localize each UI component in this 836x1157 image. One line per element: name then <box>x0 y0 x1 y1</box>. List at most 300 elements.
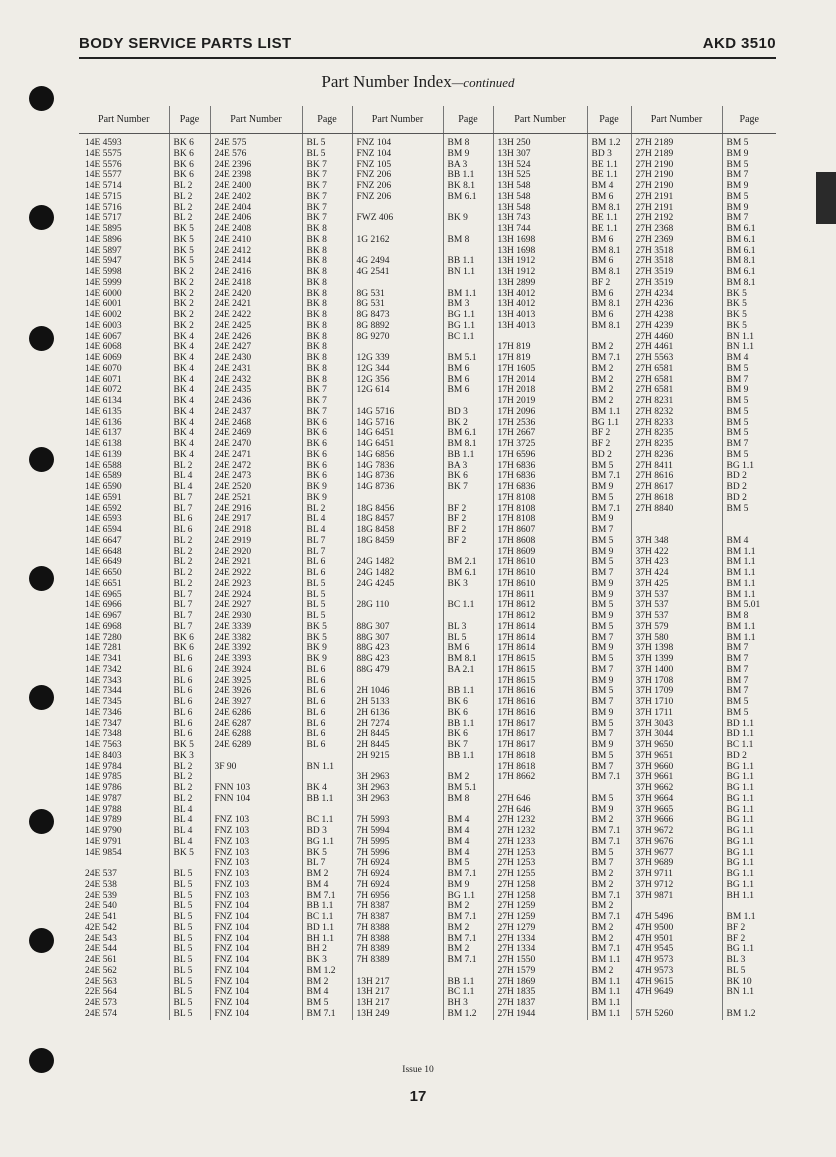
part-number-cell: 37H 422 <box>631 547 722 558</box>
page-ref-cell: BL 6 <box>302 568 352 579</box>
page-ref-cell: BM 1.1 <box>587 987 631 998</box>
part-number-cell: 14E 6649 <box>85 557 122 568</box>
table-row <box>79 235 776 246</box>
part-number-cell: 57H 5260 <box>631 1009 722 1020</box>
page-number: 17 <box>409 1088 427 1105</box>
part-number-header: Part Number <box>493 106 587 134</box>
part-number-cell: 47H 9573 <box>631 966 722 977</box>
part-number-cell: 14E 6966 <box>85 600 122 611</box>
page-ref-cell: BL 6 <box>169 708 210 719</box>
part-number-cell: 14E 5576 <box>85 159 122 170</box>
part-number-cell: 37H 9650 <box>631 740 722 751</box>
part-number-cell: 13H 1698 <box>493 246 587 257</box>
part-number-cell: 14E 6134 <box>85 396 122 406</box>
part-number-cell: 17H 2014 <box>493 375 587 386</box>
part-number-cell: 27H 646 <box>493 805 587 816</box>
table-row <box>79 353 776 364</box>
part-number-cell: 17H 8616 <box>493 708 587 719</box>
page-ref-cell: BM 7.1 <box>302 1009 352 1020</box>
part-number-cell: 37H 9651 <box>631 751 722 762</box>
part-number-cell: 42E 542 <box>85 922 117 933</box>
part-number-cell <box>352 224 443 235</box>
page-ref-cell: BG 1.1 <box>722 869 776 880</box>
part-number-cell: 13H 1912 <box>493 267 587 278</box>
part-number-cell: 37H 423 <box>631 557 722 568</box>
page-ref-cell: BL 5 <box>169 901 210 912</box>
part-number-cell <box>352 246 443 257</box>
part-number-cell: 13H 525 <box>493 170 587 181</box>
part-number-cell <box>493 332 587 343</box>
part-number-cell: 37H 424 <box>631 568 722 579</box>
part-number-cell: 13H 217 <box>352 998 443 1009</box>
part-number-cell: 13H 4012 <box>493 299 587 310</box>
page-ref-cell: BG 1.1 <box>443 310 493 321</box>
part-number-cell: 27H 3518 <box>631 246 722 257</box>
part-number-cell: 24E 537 <box>85 869 117 879</box>
part-number-cell: 47H 9501 <box>631 934 722 945</box>
part-number-cell: 27H 8233 <box>631 418 722 429</box>
page-ref-cell: BB 1.1 <box>443 719 493 730</box>
table-row <box>79 289 776 300</box>
page-ref-cell: BK 4 <box>169 332 210 343</box>
part-number-cell: 14E 7281 <box>85 643 122 654</box>
part-number-cell: 24E 2923 <box>210 579 302 590</box>
part-number-cell: 14G 6451 <box>352 439 443 450</box>
page-ref-cell: BM 1.1 <box>722 568 776 579</box>
part-number-cell: FNZ 103 <box>210 891 302 902</box>
page-ref-cell: BM 5 <box>587 794 631 805</box>
part-number-cell: 37H 3043 <box>631 719 722 730</box>
part-number-cell: 2H 8445 <box>352 740 443 751</box>
part-number-cell: 24E 539 <box>85 890 117 901</box>
part-number-cell: 13H 548 <box>493 203 587 214</box>
page-ref-cell: BM 5 <box>587 654 631 665</box>
page-ref-cell: BM 4 <box>443 815 493 826</box>
page-ref-cell: BL 5 <box>169 966 210 977</box>
table-row <box>79 794 776 805</box>
page-ref-cell: BK 7 <box>302 192 352 203</box>
table-row <box>79 342 776 353</box>
page-ref-cell: BM 6 <box>587 235 631 246</box>
part-number-cell: 24E 2431 <box>210 364 302 375</box>
part-number-cell: 17H 819 <box>493 353 587 364</box>
table-row <box>79 364 776 375</box>
page-ref-cell: BK 6 <box>302 428 352 439</box>
page-ref-cell: BM 1.1 <box>722 622 776 633</box>
part-number-header: Part Number <box>210 106 302 134</box>
page-title-suffix: —continued <box>451 75 515 90</box>
part-number-cell: 24G 1482 <box>352 557 443 568</box>
table-row <box>79 246 776 257</box>
page-ref-cell: BM 5 <box>587 719 631 730</box>
part-number-cell: 24E 574 <box>85 1008 117 1019</box>
binder-hole-4 <box>29 447 54 472</box>
part-number-cell: 14E 6002 <box>85 310 122 320</box>
part-number-cell: 14E 6588 <box>85 460 122 471</box>
table-row <box>79 643 776 654</box>
part-number-cell: 27H 1232 <box>493 826 587 837</box>
table-row <box>79 256 776 267</box>
part-number-cell: 17H 8617 <box>493 740 587 751</box>
part-number-cell: 27H 2189 <box>631 149 722 160</box>
part-number-cell: 7H 6924 <box>352 880 443 891</box>
part-number-cell: 13H 1698 <box>493 235 587 246</box>
part-number-cell: 27H 4239 <box>631 321 722 332</box>
part-number-cell: 37H 537 <box>631 611 722 622</box>
part-number-cell: 27H 2191 <box>631 192 722 203</box>
page-ref-cell: BM 9 <box>722 385 776 396</box>
part-number-cell: 17H 8614 <box>493 643 587 654</box>
part-number-cell: 13H 250 <box>493 134 587 149</box>
page-ref-cell: BL 6 <box>302 676 352 687</box>
page-ref-cell: BK 5 <box>302 633 352 644</box>
page-ref-cell: BM 9 <box>587 805 631 816</box>
part-number-cell: FNZ 103 <box>210 880 302 891</box>
page-ref-cell: BM 1.1 <box>587 407 631 418</box>
page-ref-cell: BM 9 <box>443 149 493 160</box>
part-number-cell: 17H 8618 <box>493 762 587 773</box>
part-number-cell: 27H 1579 <box>493 966 587 977</box>
page-ref-cell: BM 2 <box>302 869 352 880</box>
part-number-cell: 24E 2412 <box>210 246 302 257</box>
part-number-cell: 27H 8235 <box>631 428 722 439</box>
part-number-cell: 14E 6965 <box>85 589 122 600</box>
page-ref-cell: BK 6 <box>302 439 352 450</box>
page-ref-cell: BK 5 <box>169 224 210 235</box>
part-number-cell: 24E 2406 <box>210 213 302 224</box>
part-number-cell: 27H 8617 <box>631 482 722 493</box>
page-ref-cell: BM 8.1 <box>722 278 776 289</box>
table-row <box>79 697 776 708</box>
table-row <box>79 213 776 224</box>
page-ref-cell: BG 1.1 <box>722 880 776 891</box>
part-number-cell: 24E 2402 <box>210 192 302 203</box>
page-ref-cell: BK 7 <box>302 203 352 214</box>
page-ref-cell: BM 4 <box>443 848 493 859</box>
page-ref-cell: BN 1.1 <box>722 987 776 998</box>
page-ref-cell: BN 1.1 <box>302 762 352 773</box>
page-ref-cell: BG 1.1 <box>722 944 776 955</box>
table-row <box>79 740 776 751</box>
part-number-cell: 24G 4245 <box>352 579 443 590</box>
part-number-cell <box>352 590 443 601</box>
part-number-cell: 24E 2400 <box>210 181 302 192</box>
page-ref-cell: BL 6 <box>302 686 352 697</box>
page-ref-cell: BB 1.1 <box>443 450 493 461</box>
page-ref-cell <box>443 396 493 407</box>
part-number-cell <box>352 762 443 773</box>
page-ref-cell: BM 1.1 <box>443 289 493 300</box>
part-number-cell: 24E 3339 <box>210 622 302 633</box>
part-number-cell: 14E 6135 <box>85 406 122 417</box>
part-number-cell: FNZ 104 <box>210 923 302 934</box>
part-number-cell: 27H 6581 <box>631 375 722 386</box>
page-ref-cell: BM 6 <box>587 310 631 321</box>
part-number-cell: 37H 9662 <box>631 783 722 794</box>
part-number-cell: FNZ 103 <box>210 848 302 859</box>
page-ref-cell <box>443 203 493 214</box>
part-number-cell: 1G 2162 <box>352 235 443 246</box>
page-ref-cell: BB 1.1 <box>302 901 352 912</box>
table-row <box>79 471 776 482</box>
part-number-cell: FNZ 103 <box>210 858 302 869</box>
part-number-cell: 27H 2190 <box>631 170 722 181</box>
part-number-cell <box>352 203 443 214</box>
page-ref-cell: BM 5 <box>587 600 631 611</box>
part-number-cell: 14E 6072 <box>85 385 122 396</box>
part-number-cell: 37H 9711 <box>631 869 722 880</box>
part-number-cell <box>493 783 587 794</box>
page-ref-cell: BM 5 <box>722 428 776 439</box>
page-ref-cell: BN 1.1 <box>722 342 776 353</box>
part-number-cell: 7H 5993 <box>352 815 443 826</box>
part-number-cell: 37H 9661 <box>631 772 722 783</box>
table-row <box>79 160 776 171</box>
part-number-cell: 8G 8892 <box>352 321 443 332</box>
part-number-cell: 14E 6000 <box>85 288 122 299</box>
part-number-cell: 13H 548 <box>493 181 587 192</box>
part-number-cell: 14E 5897 <box>85 245 122 256</box>
part-number-cell: 17H 8611 <box>493 590 587 601</box>
page-ref-cell: BD 2 <box>722 751 776 762</box>
page-header: Page <box>302 106 352 134</box>
page-ref-cell: BM 2 <box>443 944 493 955</box>
page-ref-cell: BM 7 <box>722 170 776 181</box>
page-ref-cell: BM 1.1 <box>587 977 631 988</box>
part-number-cell: 13H 307 <box>493 149 587 160</box>
table-row <box>79 815 776 826</box>
part-number-cell: 27H 2190 <box>631 160 722 171</box>
part-number-cell: 14E 5714 <box>85 181 122 191</box>
page-ref-cell: BB 1.1 <box>302 794 352 805</box>
page-ref-cell: BM 7.1 <box>587 891 631 902</box>
part-number-cell: FNZ 105 <box>352 160 443 171</box>
page-ref-cell: BG 1.1 <box>722 826 776 837</box>
table-row <box>79 267 776 278</box>
part-number-cell: 3H 2963 <box>352 772 443 783</box>
part-number-cell: FNZ 104 <box>210 912 302 923</box>
page-ref-cell: BK 5 <box>169 740 210 751</box>
table-row <box>79 676 776 687</box>
page-ref-cell: BL 6 <box>302 708 352 719</box>
part-number-cell: 14E 6967 <box>85 611 122 621</box>
page-ref-cell: BL 2 <box>169 794 210 805</box>
page-ref-cell: BH 2 <box>302 944 352 955</box>
page-ref-cell: BK 9 <box>302 643 352 654</box>
part-number-cell: 24E 2919 <box>210 536 302 547</box>
part-number-cell: FNZ 104 <box>210 955 302 966</box>
page-ref-cell: BG 1.1 <box>302 837 352 848</box>
part-number-cell: 37H 9677 <box>631 848 722 859</box>
page-ref-cell <box>443 805 493 816</box>
part-number-cell: 27H 4238 <box>631 310 722 321</box>
page-ref-cell: BM 2 <box>443 901 493 912</box>
part-number-cell: 14E 6594 <box>85 525 122 535</box>
page-ref-cell: BM 8 <box>443 235 493 246</box>
page-ref-cell: BL 5 <box>302 149 352 160</box>
page-ref-cell: BM 4 <box>722 353 776 364</box>
part-number-cell: 14E 9785 <box>85 772 122 783</box>
page-ref-cell: BK 8 <box>302 278 352 289</box>
part-number-cell: 14E 5716 <box>85 202 122 213</box>
page-ref-cell: BD 2 <box>722 482 776 493</box>
page-ref-cell: BL 3 <box>443 622 493 633</box>
page-ref-cell: BL 7 <box>169 504 210 515</box>
part-number-cell: 14E 6592 <box>85 503 122 514</box>
page-ref-cell: BK 2 <box>169 289 210 300</box>
page-ref-cell: BM 5 <box>722 697 776 708</box>
part-number-cell: 17H 8617 <box>493 719 587 730</box>
part-number-cell: 24E 575 <box>210 134 302 149</box>
page-ref-cell: BK 4 <box>169 418 210 429</box>
part-number-cell: 27H 1835 <box>493 987 587 998</box>
table-row <box>79 987 776 998</box>
part-number-cell: 37H 1400 <box>631 665 722 676</box>
page-ref-cell: BM 1.1 <box>587 998 631 1009</box>
table-row <box>79 977 776 988</box>
table-row <box>79 955 776 966</box>
part-number-cell: 47H 9615 <box>631 977 722 988</box>
part-number-cell: 14E 9787 <box>85 793 122 804</box>
binder-hole-3 <box>29 326 54 351</box>
part-number-header: Part Number <box>79 106 169 134</box>
part-number-cell: FNZ 104 <box>210 934 302 945</box>
part-number-cell: 27H 8618 <box>631 493 722 504</box>
part-number-cell: 13H 2899 <box>493 278 587 289</box>
page-ref-cell: BM 5.1 <box>443 783 493 794</box>
page-ref-cell: BC 1.1 <box>443 600 493 611</box>
page-ref-cell: BL 2 <box>169 203 210 214</box>
page-ref-cell: BK 2 <box>443 418 493 429</box>
table-row <box>79 278 776 289</box>
page-ref-cell: BK 8 <box>302 299 352 310</box>
part-number-cell <box>352 396 443 407</box>
part-number-cell: 14E 6137 <box>85 428 122 439</box>
part-number-cell: FNZ 104 <box>210 944 302 955</box>
page-ref-cell: BM 1.1 <box>722 912 776 923</box>
part-number-cell: 24E 3925 <box>210 676 302 687</box>
part-number-cell: 7H 8387 <box>352 912 443 923</box>
page-ref-cell <box>587 332 631 343</box>
page-ref-cell: BK 8 <box>302 342 352 353</box>
page-ref-cell: BK 2 <box>169 267 210 278</box>
page-ref-cell: BM 9 <box>587 676 631 687</box>
part-number-cell: 24E 563 <box>85 976 117 987</box>
part-number-cell: 47H 9500 <box>631 923 722 934</box>
part-number-cell: 7H 8388 <box>352 923 443 934</box>
page-ref-cell: BM 6 <box>587 192 631 203</box>
page-ref-cell: BM 8 <box>443 794 493 805</box>
page-ref-cell: BM 5 <box>587 751 631 762</box>
part-number-cell: 14E 6593 <box>85 514 122 525</box>
page-ref-cell: BK 7 <box>302 396 352 407</box>
page-ref-cell: BM 9 <box>587 579 631 590</box>
part-number-cell: 14E 6968 <box>85 621 122 632</box>
part-number-cell: 14E 6589 <box>85 471 122 482</box>
part-number-cell: 24E 576 <box>210 149 302 160</box>
part-number-cell: 17H 8108 <box>493 514 587 525</box>
part-number-cell: 27H 8235 <box>631 439 722 450</box>
part-number-cell: 17H 8616 <box>493 686 587 697</box>
part-number-cell: 18G 8458 <box>352 525 443 536</box>
page-ref-cell: BK 8 <box>302 224 352 235</box>
part-number-cell: 27H 8411 <box>631 461 722 472</box>
page-header: Page <box>443 106 493 134</box>
page-ref-cell: BM 2.1 <box>443 557 493 568</box>
page-ref-cell: BM 7 <box>722 686 776 697</box>
page-ref-cell: BD 2 <box>587 450 631 461</box>
page-ref-cell: BK 5 <box>169 256 210 267</box>
part-number-cell: 14G 6856 <box>352 450 443 461</box>
page-ref-cell: BL 2 <box>169 579 210 590</box>
page-ref-cell <box>302 805 352 816</box>
page-ref-cell: BK 6 <box>169 643 210 654</box>
table-row <box>79 482 776 493</box>
part-number-header: Part Number <box>631 106 722 134</box>
page-ref-cell: BM 5 <box>722 192 776 203</box>
page-ref-cell: BK 8.1 <box>443 181 493 192</box>
part-number-cell: 27H 1253 <box>493 858 587 869</box>
table-row <box>79 557 776 568</box>
part-number-cell: 14E 5998 <box>85 267 122 277</box>
page-ref-cell: BM 6 <box>443 364 493 375</box>
part-number-cell: 13H 4012 <box>493 289 587 300</box>
part-number-cell: 17H 8615 <box>493 654 587 665</box>
page-ref-cell: BB 1.1 <box>443 170 493 181</box>
part-number-cell: 17H 1605 <box>493 364 587 375</box>
part-number-cell: 17H 6836 <box>493 482 587 493</box>
part-number-cell: 24E 2426 <box>210 332 302 343</box>
page-ref-cell: BM 6.1 <box>443 428 493 439</box>
part-number-cell: 17H 2019 <box>493 396 587 407</box>
part-number-cell: 27H 4236 <box>631 299 722 310</box>
page-ref-cell: BM 7 <box>722 375 776 386</box>
part-number-cell: FNZ 104 <box>210 901 302 912</box>
part-number-cell: 27H 1253 <box>493 848 587 859</box>
part-number-cell: 37H 9665 <box>631 805 722 816</box>
table-row <box>79 665 776 676</box>
page-ref-cell: BM 7.1 <box>443 869 493 880</box>
page-ref-cell: BK 7 <box>302 170 352 181</box>
page-ref-cell: BM 5 <box>722 396 776 407</box>
page-ref-cell <box>443 278 493 289</box>
part-number-cell: 47H 5496 <box>631 912 722 923</box>
part-number-cell: 17H 8108 <box>493 504 587 515</box>
part-number-cell: 27H 3519 <box>631 267 722 278</box>
part-number-cell: 27H 3519 <box>631 278 722 289</box>
part-number-cell: 7H 6956 <box>352 891 443 902</box>
page-ref-cell: BM 1.2 <box>587 134 631 149</box>
part-number-cell: 17H 8615 <box>493 676 587 687</box>
page-ref-cell: BA 3 <box>443 160 493 171</box>
part-number-cell: 37H 3044 <box>631 729 722 740</box>
page-ref-cell: BK 8 <box>302 235 352 246</box>
part-number-cell: 24E 2418 <box>210 278 302 289</box>
page-ref-cell: BL 5 <box>302 579 352 590</box>
part-number-cell: 24E 2469 <box>210 428 302 439</box>
page-ref-cell: BM 9 <box>587 590 631 601</box>
page-ref-cell: BL 2 <box>302 504 352 515</box>
part-number-cell: 7H 6924 <box>352 858 443 869</box>
part-number-cell: 18G 8457 <box>352 514 443 525</box>
page-ref-cell: BM 9 <box>587 547 631 558</box>
part-number-cell: 27H 1233 <box>493 837 587 848</box>
page-ref-cell: BM 5 <box>722 160 776 171</box>
part-number-cell: 24E 2922 <box>210 568 302 579</box>
part-number-cell: 7H 6924 <box>352 869 443 880</box>
page-ref-cell: BB 1.1 <box>443 256 493 267</box>
part-number-cell: 17H 6836 <box>493 461 587 472</box>
